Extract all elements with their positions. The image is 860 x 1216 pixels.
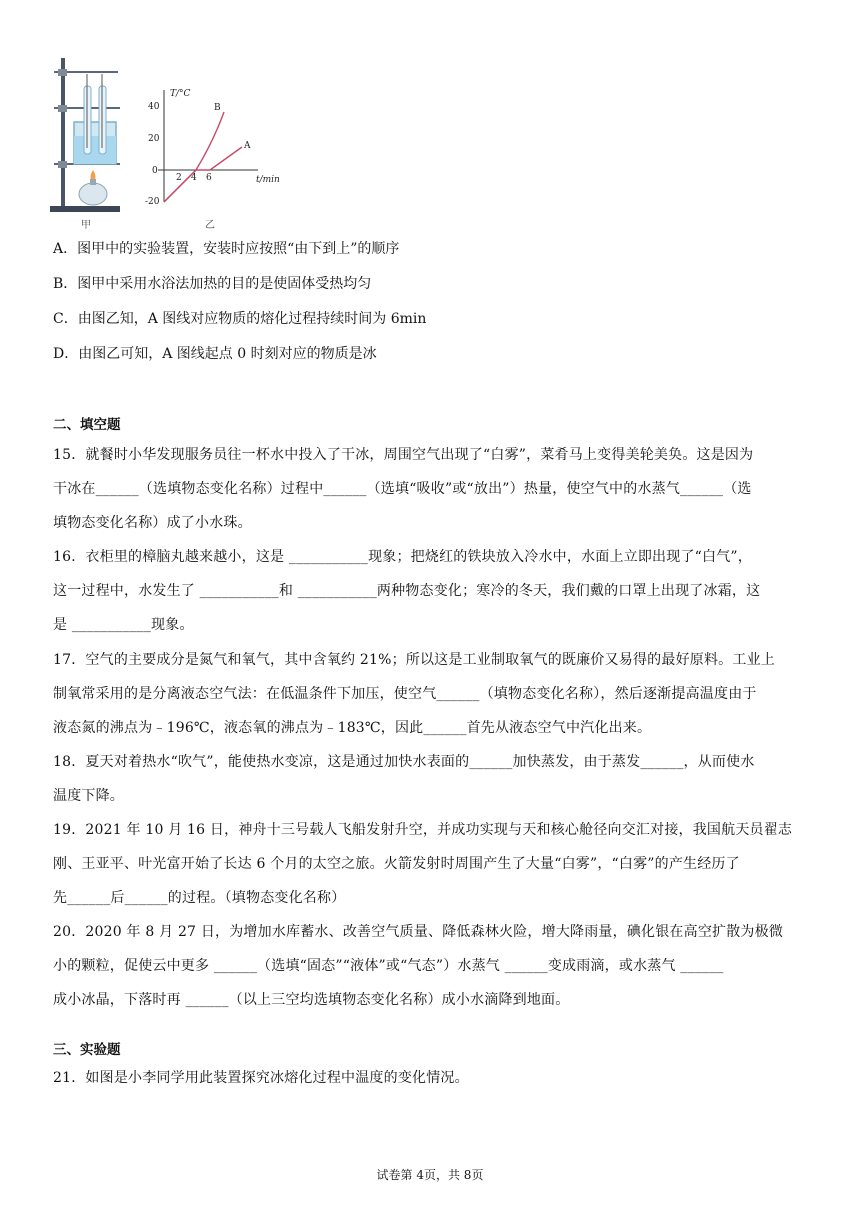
stand-label: 甲 xyxy=(81,220,91,231)
x-tick-4: 4 xyxy=(191,173,197,183)
experiment-figure xyxy=(48,52,288,232)
y-tick-40: 40 xyxy=(148,102,160,112)
curve-a-label: A xyxy=(244,141,251,151)
option-d: D．由图乙可知，A 图线起点 0 时刻对应的物质是冰 xyxy=(53,346,377,362)
q18-line-2: 温度下降。 xyxy=(53,788,124,804)
section-title-experiment: 三、实验题 xyxy=(53,1042,121,1058)
q16-line-2: 这一过程中，水发生了 ___________和 ___________两种物态变化；寒冷的冬天，我们戴的口罩上出现了冰霜，这 xyxy=(53,583,761,599)
curve-b-label: B xyxy=(214,103,221,113)
q20-line-1: 20．2020 年 8 月 27 日，为增加水库蓄水、改善空气质量、降低森林火险，增大降雨量，碘化银在高空扩散为极微 xyxy=(53,924,784,940)
q18-line-1: 18．夏天对着热水“吹气”，能使热水变凉，这是通过加快水表面的______加快蒸发，由于蒸发______，从而使水 xyxy=(53,754,755,770)
q21-line-1: 21．如图是小李同学用此装置探究冰熔化过程中温度的变化情况。 xyxy=(53,1070,469,1086)
x-tick-2: 2 xyxy=(176,173,182,183)
q19-line-1: 19．2021 年 10 月 16 日，神舟十三号载人飞船发射升空，并成功实现与天和核心舱径向交汇对接，我国航天员翟志 xyxy=(53,822,793,838)
q17-line-3: 液态氮的沸点为﹣196℃，液态氧的沸点为﹣183℃，因此______首先从液态空气中汽化出来。 xyxy=(53,720,652,736)
q17-line-1: 17．空气的主要成分是氮气和氧气，其中含氧约 21%；所以这是工业制取氧气的既廉价又易得的最好原料。工业上 xyxy=(53,652,775,668)
q15-line-1: 15．就餐时小华发现服务员往一杯水中投入了干冰，周围空气出现了“白雾”，菜肴马上变得美轮美奂。这是因为 xyxy=(53,447,754,463)
q15-line-2: 干冰在______（选填物态变化名称）过程中______（选填“吸收”或“放出”）热量，使空气中的水蒸气______（选 xyxy=(53,481,752,497)
heating-apparatus-illustration xyxy=(50,58,120,212)
y-axis-label: T/°C xyxy=(170,89,191,99)
temperature-time-graph xyxy=(145,89,280,207)
option-a: A．图甲中的实验装置，安装时应按照“由下到上”的顺序 xyxy=(53,241,400,257)
q16-line-3: 是 ___________现象。 xyxy=(53,617,194,633)
q16-line-1: 16．衣柜里的樟脑丸越来越小，这是 ___________现象；把烧红的铁块放入冷水中，水面上立即出现了“白气”， xyxy=(53,549,752,565)
y-tick-0: 0 xyxy=(152,166,158,176)
curve-b xyxy=(164,112,224,202)
x-axis-label: t/min xyxy=(256,175,280,185)
q19-line-2: 刚、王亚平、叶光富开始了长达 6 个月的太空之旅。火箭发射时周围产生了大量“白雾”，“白雾”的产生经历了 xyxy=(53,856,740,872)
q17-line-2: 制氧常采用的是分离液态空气法：在低温条件下加压，使空气______（填物态变化名称），然后逐渐提高温度由于 xyxy=(53,686,757,702)
q15-line-3: 填物态变化名称）成了小水珠。 xyxy=(53,515,252,531)
y-tick-20: 20 xyxy=(148,134,160,144)
q19-line-3: 先______后______的过程。（填物态变化名称） xyxy=(53,890,346,906)
q20-line-2: 小的颗粒，促使云中更多 ______（选填“固态”“液体”或“气态”）水蒸气 ______变成雨滴，或水蒸气 ______ xyxy=(53,958,724,974)
page-footer: 试卷第 4页，共 8页 xyxy=(376,1168,484,1182)
option-c: C．由图乙知，A 图线对应物质的熔化过程持续时间为 6min xyxy=(53,311,427,327)
option-b: B．图甲中采用水浴法加热的目的是使固体受热均匀 xyxy=(53,276,372,292)
q20-line-3: 成小冰晶，下落时再 ______（以上三空均选填物态变化名称）成小水滴降到地面。 xyxy=(53,992,570,1008)
x-tick-6: 6 xyxy=(206,173,212,183)
y-tick-neg20: -20 xyxy=(145,197,160,207)
section-title-fill-blank: 二、填空题 xyxy=(53,417,121,433)
graph-label: 乙 xyxy=(205,220,215,231)
